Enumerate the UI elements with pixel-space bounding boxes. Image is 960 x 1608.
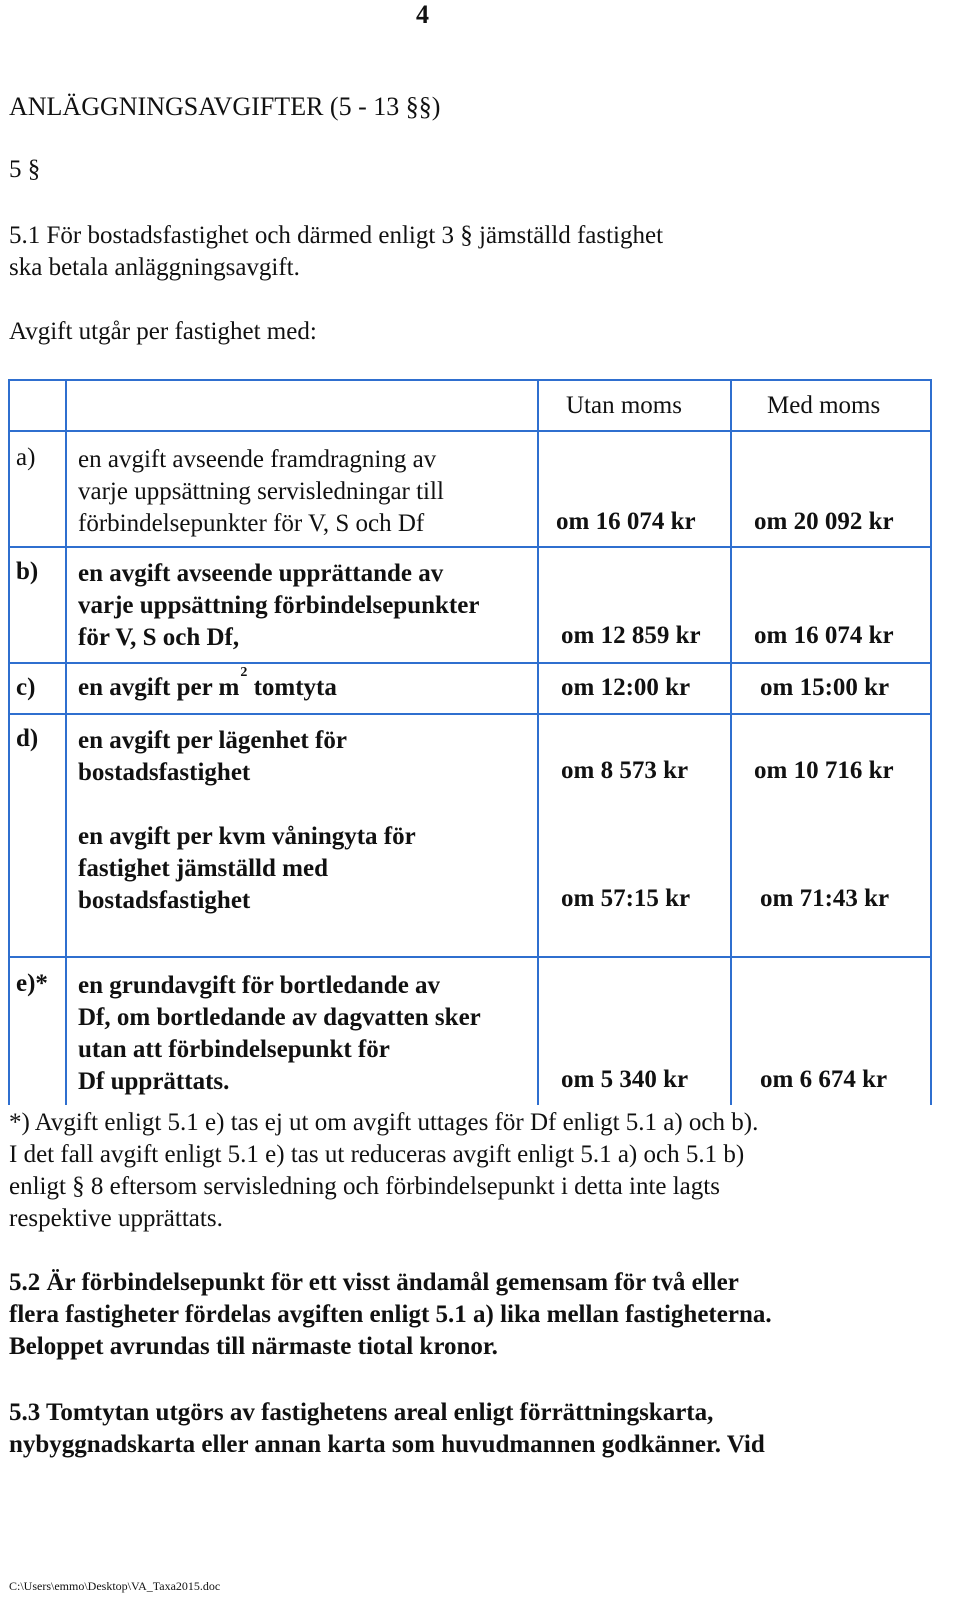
row-text-line: en grundavgift för bortledande av [78,972,441,999]
row-text-line: en avgift avseende upprättande av [78,560,444,587]
row-c-superscript: 2 [240,664,248,680]
section-number: 5 § [9,156,41,183]
row-text-line: en avgift per kvm våningyta för [78,823,416,850]
row-a-med: om 20 092 kr [754,508,894,535]
row-text-line: varje uppsättning servisledningar till [78,478,444,505]
row-text-line: Df upprättats. [78,1068,230,1095]
header-utan-moms: Utan moms [566,392,682,419]
footnote-line: *) Avgift enligt 5.1 e) tas ej ut om avgift uttages för Df enligt 5.1 a) och b). [9,1109,759,1136]
row-d-med: om 10 716 kr [754,757,894,784]
row-text-line: fastighet jämställd med [78,855,328,882]
paragraph-line: Beloppet avrundas till närmaste tiotal kronor. [9,1333,498,1360]
row-text-line: Df, om bortledande av dagvatten sker [78,1004,481,1031]
paragraph-line: 5.2 Är förbindelsepunkt för ett visst ändamål gemensam för två eller [9,1269,739,1296]
table-row-divider [8,956,932,958]
row-text-line: utan att förbindelsepunkt för [78,1036,390,1063]
row-a-utan: om 16 074 kr [556,508,696,535]
row-text-a [78,444,444,540]
footnote-line: enligt § 8 eftersom servisledning och förbindelsepunkt i detta inte lagts [9,1173,720,1200]
row-text-line: förbindelsepunkter för V, S och Df [78,510,425,537]
intro-line: ska betala anläggningsavgift. [9,254,300,281]
row-text-d2 [78,821,416,917]
footnote [9,1107,758,1235]
row-b-med: om 16 074 kr [754,622,894,649]
row-label-b: b) [16,558,39,585]
table-row-divider [8,430,932,432]
row-label-a: a) [16,444,36,471]
row-b-utan: om 12 859 kr [561,622,701,649]
row-text-e [78,970,481,1098]
intro-paragraph [9,220,663,284]
table-border-top [8,379,932,381]
row-d2-utan: om 57:15 kr [561,885,691,912]
row-text-line: bostadsfastighet [78,887,251,914]
row-text-line: för V, S och Df, [78,624,240,651]
table-border-left [8,379,10,1105]
table-divider-label [65,379,67,1105]
footnote-line: I det fall avgift enligt 5.1 e) tas ut reduceras avgift enligt 5.1 a) och 5.1 b) [9,1141,745,1168]
row-e-med: om 6 674 kr [760,1066,888,1093]
avgift-intro: Avgift utgår per fastighet med: [9,318,317,345]
footer-file-path: C:\Users\emmo\Desktop\VA_Taxa2015.doc [9,1579,221,1593]
row-d-utan: om 8 573 kr [561,757,689,784]
row-text-c [78,664,337,702]
row-label-e: e)* [16,970,48,997]
row-text-line: varje uppsättning förbindelsepunkter [78,592,480,619]
table-divider-med [730,379,732,1105]
row-label-d: d) [16,725,39,752]
footnote-line: respektive upprättats. [9,1205,223,1232]
paragraph-5-3 [9,1397,765,1461]
fee-table [8,379,932,1105]
row-label-c: c) [16,674,36,701]
row-e-utan: om 5 340 kr [561,1066,689,1093]
table-divider-utan [537,379,539,1105]
page-heading: ANLÄGGNINGSAVGIFTER (5 - 13 §§) [9,92,441,121]
paragraph-line: flera fastigheter fördelas avgiften enligt 5.1 a) lika mellan fastigheterna. [9,1301,772,1328]
table-row-divider [8,662,932,664]
row-c-text-suffix: tomtyta [247,674,337,701]
table-row-divider [8,713,932,715]
row-text-line: en avgift avseende framdragning av [78,446,437,473]
page-number: 4 [416,0,429,29]
row-c-utan: om 12:00 kr [561,674,691,701]
paragraph-line: nybyggnadskarta eller annan karta som huvudmannen godkänner. Vid [9,1431,765,1458]
paragraph-5-2 [9,1267,772,1363]
row-text-line: bostadsfastighet [78,759,251,786]
header-med-moms: Med moms [767,392,881,419]
row-text-line: en avgift per lägenhet för [78,727,347,754]
intro-line: 5.1 För bostadsfastighet och därmed enligt 3 § jämställd fastighet [9,222,664,249]
row-c-med: om 15:00 kr [760,674,890,701]
row-c-text-prefix: en avgift per m [78,674,240,701]
table-row-divider [8,546,932,548]
row-d2-med: om 71:43 kr [760,885,890,912]
paragraph-line: 5.3 Tomtytan utgörs av fastighetens areal enligt förrättningskarta, [9,1399,714,1426]
table-border-right [930,379,932,1105]
row-text-d [78,725,347,789]
row-text-b [78,558,479,654]
